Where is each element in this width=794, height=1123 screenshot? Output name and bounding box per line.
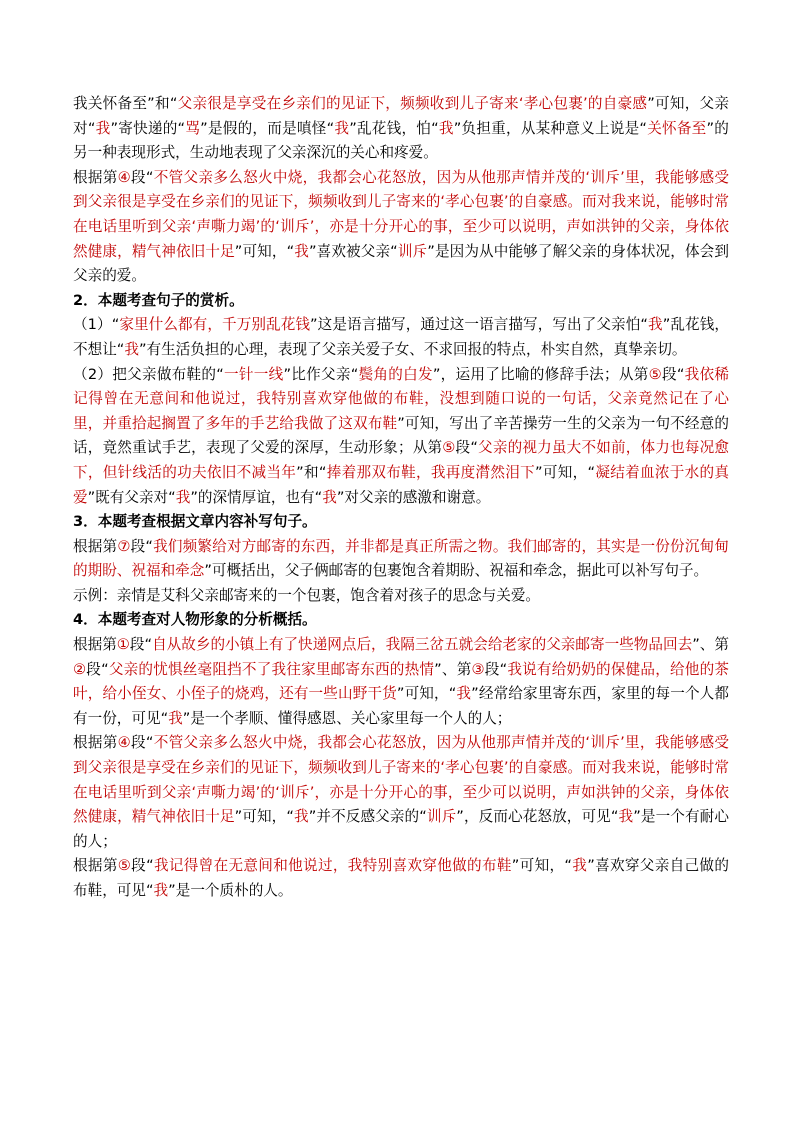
- document-page: [73, 92, 729, 904]
- section-heading: 2．本题考查句子的赏析。: [73, 291, 244, 309]
- body-paragraph: 根据第①段“自从故乡的小镇上有了快递网点后，我隔三岔五就会给老家的父亲邮寄一些物品回去”、第②段“父亲的忧惧丝毫阻挡不了我往家里邮寄东西的热情”、第③段“我说有给奶奶的保健品，给他的茶叶，给小侄女、小侄子的烧鸡，还有一些山野干货”可知，“我”经常给家里寄东西，家里的每一个人都有一份，可见“我”是一个孝顺、懂得感恩、关心家里每一个人的人；: [73, 636, 729, 727]
- section-heading: 3．本题考查根据文章内容补写句子。: [73, 513, 317, 531]
- body-paragraph: 根据第⑤段“我记得曾在无意间和他说过，我特别喜欢穿他做的布鞋”可知，“我”喜欢穿父亲自己做的布鞋，可见“我”是一个质朴的人。: [73, 857, 729, 899]
- body-paragraph: （2）把父亲做布鞋的“一针一线”比作父亲“鬓角的白发”，运用了比喻的修辞手法；从第⑤段“我依稀记得曾在无意间和他说过，我特别喜欢穿他做的布鞋，没想到随口说的一句话，父亲竟然记在了心里，并重拾起搁置了多年的手艺给我做了这双布鞋”可知，写出了辛苦操劳一生的父亲为一句不经意的话，竟然重试手艺，表现了父爱的深厚，生动形象；从第⑤段“父亲的视力虽大不如前，体力也每况愈下，但针线活的功夫依旧不减当年”和“捧着那双布鞋，我再度潸然泪下”可知，“凝结着血浓于水的真爱”既有父亲对“我”的深情厚谊，也有“我”对父亲的感激和谢意。: [73, 365, 729, 506]
- body-paragraph: （1）“家里什么都有，千万别乱花钱”这是语言描写，通过这一语言描写，写出了父亲怕“我”乱花钱，不想让“我”有生活负担的心理，表现了父亲关爱子女、不求回报的特点，朴实自然，真挚亲切。: [73, 316, 729, 358]
- body-paragraph: 示例：亲情是艾科父亲邮寄来的一个包裹，饱含着对孩子的思念与关爱。: [73, 586, 541, 604]
- body-paragraph: 根据第④段“不管父亲多么怒火中烧，我都会心花怒放，因为从他那声情并茂的‘训斥’里，我能够感受到父亲很是享受在乡亲们的见证下，频频收到儿子寄来的‘孝心包裹’的自豪感。而对我来说，能够时常在电话里听到父亲‘声嘶力竭’的‘训斥’，亦是十分开心的事，至少可以说明，声如洪钟的父亲，身体依然健康，精气神依旧十足”可知，“我”并不反感父亲的“训斥”，反而心花怒放，可见“我”是一个有耐心的人；: [73, 734, 729, 850]
- body-paragraph: 我关怀备至”和“父亲很是享受在乡亲们的见证下，频频收到儿子寄来‘孝心包裹’的自豪感”可知，父亲对“我”寄快递的“骂”是假的，而是嗔怪“我”乱花钱，怕“我”负担重，从某种意义上说是“关怀备至”的另一种表现形式，生动地表现了父亲深沉的关心和疼爱。: [73, 95, 729, 162]
- body-paragraph: 根据第④段“不管父亲多么怒火中烧，我都会心花怒放，因为从他那声情并茂的‘训斥’里，我能够感受到父亲很是享受在乡亲们的见证下，频频收到儿子寄来的‘孝心包裹’的自豪感。而对我来说，能够时常在电话里听到父亲‘声嘶力竭’的‘训斥’，亦是十分开心的事，至少可以说明，声如洪钟的父亲，身体依然健康，精气神依旧十足”可知，“我”喜欢被父亲“训斥”是因为从中能够了解父亲的身体状况，体会到父亲的爱。: [73, 168, 729, 285]
- body-paragraph: 根据第⑦段“我们频繁给对方邮寄的东西，并非都是真正所需之物。我们邮寄的，其实是一份份沉甸甸的期盼、祝福和牵念”可概括出，父子俩邮寄的包裹饱含着期盼、祝福和牵念，据此可以补写句子。: [73, 537, 729, 580]
- section-heading: 4．本题考查对人物形象的分析概括。: [73, 611, 317, 629]
